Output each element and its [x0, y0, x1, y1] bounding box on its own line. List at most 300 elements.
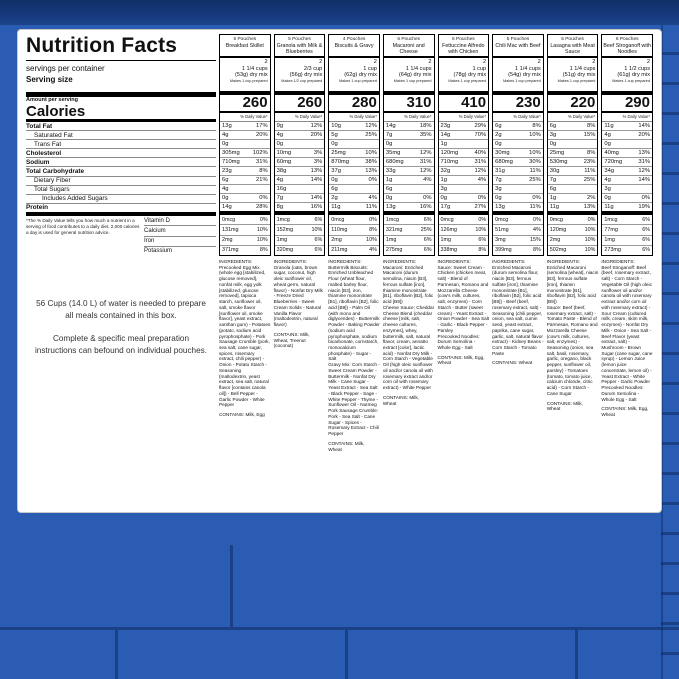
nutrient-row [275, 203, 325, 211]
daily-value: 14% [310, 195, 323, 202]
nutrient-row [275, 158, 325, 167]
amount: 13g [495, 204, 505, 211]
daily-value: 4% [532, 226, 541, 233]
label-title: Nutrition Facts [26, 34, 216, 61]
daily-value: 20% [310, 131, 323, 138]
ingredients-text: Sauce: Sweet Cream - Chicken (chicken meat, salt) - Blend of Parmesan, Romano and Mozzarella Cheese (cow's milk, cultures, salt, enzymes) - Corn Starch - Butter (sweet cream) - Yeast Extract - Onion Powder - Sea Salt - Garlic - Black Pepper - Parsley Precooked Noodles: Durum Semolina - Whole Egg - Salt [437, 264, 490, 351]
product-facts-box [492, 34, 544, 256]
amount: 51mg [495, 226, 509, 233]
amount: 1g [440, 177, 447, 184]
divider-bar [384, 56, 434, 58]
daily-value: 8% [532, 247, 541, 254]
ingredients-block [219, 259, 271, 418]
amount: 0mcg [440, 216, 454, 223]
serving-size-value: 1 cup [363, 65, 377, 72]
vitamin-row [548, 215, 598, 225]
amount: 0mcg [222, 216, 236, 223]
serving-size-value: 1 cup [472, 65, 487, 72]
amount: 3g [549, 131, 557, 138]
vitamin-row [602, 246, 652, 255]
amount: 2mg [222, 237, 233, 244]
amount: 5g [331, 131, 338, 138]
daily-value: 10% [584, 226, 596, 233]
daily-value: 0% [478, 216, 487, 223]
divider-bar [329, 56, 379, 58]
nutrient-value-rows [602, 121, 652, 212]
ingredients-text: Macaroni: Enriched Macaroni (durum semolina, niacin [B3], ferrous sulfate [iron], thiamine mononitrate [B1], riboflavin [B2], folic acid [B9]) Cheese Sauce: Cheddar Cheese Blend (cheddar cheese [milk, salt, cheese cultures, enzymes], whey, buttermilk, salt, natural flavor, cream, annatto extract [color], lactic acid) - Nonfat Dry Milk - Corn Starch - Vegetable Oil (high oleic sunflower oil and/or canola oil with rosemary extract and/or corn oil with rosemary extract) - White Pepper [382, 264, 435, 391]
vitamin-row [439, 225, 489, 235]
daily-value-header: % Daily Value* [548, 111, 598, 119]
calories-value: 280 [351, 93, 377, 111]
ingredients-heading: INGREDIENTS: [328, 259, 362, 264]
servings-count: 2 [483, 59, 487, 66]
product-name: Lasagna with Meat Sauce [550, 43, 595, 56]
daily-value: 15% [529, 237, 541, 244]
prepared-note: Makes 1 cup prepared [393, 78, 432, 83]
vitamin-row [329, 236, 379, 246]
ingredients-heading: INGREDIENTS: [273, 259, 307, 264]
amount: 120mg [549, 226, 567, 233]
nutrient-row [548, 140, 598, 149]
daily-value: 14% [638, 122, 650, 129]
daily-value: 4% [369, 247, 377, 254]
dry-mix-weight: (51g) dry mix [562, 72, 596, 79]
pouch-count: 5 Pouches [288, 37, 311, 42]
vitamin-row [439, 215, 489, 225]
ingredients-block [601, 259, 653, 418]
ingredients-heading: INGREDIENTS: [601, 259, 635, 264]
vitamin-row [220, 215, 270, 225]
nutrient-row [548, 149, 598, 158]
amount: 1mcg [385, 216, 400, 223]
calories-value: 220 [570, 93, 596, 111]
amount: 0mcg [331, 216, 345, 223]
daily-value: 17% [256, 122, 268, 129]
serving-info [329, 59, 379, 91]
daily-value: 23% [583, 158, 596, 165]
nutrient-row [602, 122, 652, 131]
amount: 0g [440, 195, 447, 202]
daily-value: 10% [366, 237, 377, 244]
nutrient-row [329, 176, 379, 185]
nutrient-label-dietary-fiber: Dietary Fiber [26, 177, 216, 186]
daily-value: 31% [419, 158, 432, 165]
dry-mix-weight: (62g) dry mix [344, 72, 377, 79]
amount: 6g [222, 177, 229, 184]
amount: 3g [604, 186, 611, 193]
amount: 6g [385, 186, 393, 193]
amount: 3g [495, 186, 502, 193]
nutrient-row [548, 167, 598, 176]
nutrient-row [548, 158, 598, 167]
daily-value: 35% [419, 131, 432, 138]
box-brick-joint [230, 545, 233, 627]
daily-value: 12% [419, 149, 432, 156]
allergen-statement: CONTAINS: Milk, Egg, Wheat [601, 406, 649, 418]
amount: 35mg [385, 149, 401, 156]
daily-value-header: % Daily Value* [602, 111, 652, 119]
vitamin-row [548, 236, 598, 246]
amount: 3g [440, 186, 447, 193]
nutrient-row [602, 140, 652, 149]
amount: 3mg [495, 237, 506, 244]
product-facts-box [274, 34, 326, 256]
ingredients-text: Enriched Macaroni (semolina [wheat], niacin [B3], ferrous sulfate [iron], thiamin mononitrate [B1], riboflavin [B2], folic acid [B9]) Sauce: Beef (beef, rosemary extract, salt) - Tomato Paste - Blend of Parmesan, Romano and Mozzarella Cheese (cow's milk, cultures, salt, enzymes) - Seasoning (onion, sea salt, basil, rosemary, garlic, oregano, black pepper, sunflower oil, parsley) - Tomatoes (tomato, tomato juice, calcium chloride, citric acid) - Corn Starch - Cane Sugar [546, 264, 599, 396]
daily-value: 8% [369, 226, 377, 233]
daily-value: 8% [259, 167, 268, 174]
allergen-statement: CONTAINS: Milk, Wheat [328, 440, 365, 452]
nutrient-row [493, 131, 543, 140]
nutrient-value-rows [220, 121, 270, 212]
nutrient-label-trans-fat: Trans Fat [26, 140, 216, 149]
ingredients-block [274, 259, 326, 349]
daily-value: 25% [420, 226, 432, 233]
daily-value: 4% [477, 177, 487, 184]
nutrient-row [439, 176, 489, 185]
vitamin-row [329, 246, 379, 255]
daily-value: 6% [423, 216, 432, 223]
vitamin-row [329, 225, 379, 235]
amount: 273mg [604, 247, 621, 254]
amount: 338mg [440, 247, 457, 254]
dry-mix-weight: (56g) dry mix [289, 72, 323, 79]
nutrient-row [439, 131, 489, 140]
prepared-note: Makes 1 cup prepared [339, 78, 377, 83]
daily-value: 30% [529, 158, 541, 165]
nutrient-label-total-sugars: Total Sugars [26, 186, 216, 195]
product-header [602, 35, 652, 91]
amount: 710mg [440, 158, 459, 165]
amount: 17g [440, 204, 451, 211]
amount: 275mg [385, 247, 403, 254]
ingredients-text: Buttermilk Biscuits: Enriched Unbleached Flour (wheat flour, malted barley flour, niacin [B3], iron, thiamine mononitrate [B1], riboflavin [B2], folic acid [B9]) - Palm Oil (with mono and diglycerides) - Buttermilk Powder - Baking Powder (sodium acid pyrophosphate, sodium bicarbonate, cornstarch, monocalcium phosphate) - Sugar - Salt Gravy Mix: Corn Starch - Sweet Cream Powder - Buttermilk - Nonfat Dry Milk - Cane Sugar - Yeast Extract - Sea Salt - Black Pepper - Sage - White Pepper - Thyme - Sunflower Oil - Nutmeg Pork Sausage Crumble: Pork - Sea Salt - Cane Sugar - Spices - Rosemary Extract - Chili Pepper [328, 264, 380, 437]
amount: 371mg [222, 247, 239, 254]
nutrient-row [329, 194, 379, 203]
amount: 0g [495, 195, 502, 202]
daily-value: 12% [310, 122, 323, 129]
daily-value: 0% [369, 216, 377, 223]
product-name: Beef Stroganoff with Noodles [603, 43, 651, 56]
daily-value: 0% [423, 195, 432, 202]
nutrient-row [439, 185, 489, 194]
amount: 4g [276, 177, 284, 184]
amount: 6g [495, 122, 502, 129]
box-brick-texture-right [661, 25, 679, 679]
daily-value: 14% [310, 177, 323, 184]
daily-value: 0% [259, 195, 268, 202]
daily-value: 70% [474, 131, 487, 138]
amount: 680mg [385, 158, 404, 165]
amount: 2g [495, 131, 502, 138]
serving-size-value: 2/3 cup [303, 65, 323, 72]
vitamin-row [384, 236, 434, 246]
vitamin-row [220, 236, 270, 246]
amount: 7g [549, 177, 557, 184]
water-amount-text: 56 Cups (14.0 L) of water is needed to prepare all meals contained in this box. [36, 299, 206, 320]
box-brick-joint [345, 630, 348, 679]
product-header [329, 35, 379, 91]
calories-block [602, 91, 652, 121]
amount: 502mg [549, 247, 567, 254]
nutrient-row [602, 203, 652, 211]
daily-value: 40% [474, 149, 487, 156]
amount: 30g [549, 167, 560, 174]
dry-mix-weight: (54g) dry mix [508, 72, 541, 79]
amount: 60mg [276, 158, 292, 165]
daily-value: 10% [529, 131, 541, 138]
amount: 1mcg [276, 216, 290, 223]
product-column [601, 34, 653, 508]
box-brick-joint [575, 630, 578, 679]
servings-count: 2 [373, 59, 377, 65]
product-header [275, 35, 325, 91]
amount: 31g [495, 167, 505, 174]
amount: 10g [331, 122, 341, 129]
nutrient-row [602, 158, 652, 167]
daily-value: 16% [310, 204, 323, 211]
amount: 13g [222, 122, 232, 129]
daily-value: 20% [638, 131, 650, 138]
daily-value: 12% [474, 167, 487, 174]
vitamin-row [548, 246, 598, 255]
nutrient-label-added-sugars: Includes Added Sugars [26, 195, 216, 204]
daily-value: 6% [314, 237, 323, 244]
daily-value: 11% [529, 204, 541, 211]
product-column [547, 34, 599, 508]
amount: 14g [385, 122, 396, 129]
daily-value: 18% [419, 122, 432, 129]
nutrient-row [220, 122, 270, 131]
amount: 25mg [331, 149, 346, 156]
amount: 870mg [331, 158, 349, 165]
nutrient-value-rows [275, 121, 325, 212]
daily-value: 14% [638, 177, 650, 184]
nutrient-row [329, 203, 379, 211]
daily-value: 31% [474, 158, 487, 165]
daily-value-header: % Daily Value* [493, 111, 543, 119]
amount: 34g [604, 167, 615, 174]
product-facts-box [547, 34, 599, 256]
nutrient-value-rows [384, 121, 434, 212]
calories-value: 260 [242, 93, 268, 111]
nutrient-label-total-carbohydrate: Total Carbohydrate [26, 167, 216, 176]
amount: 2mg [549, 237, 561, 244]
vitamin-label-calcium: Calcium [144, 226, 216, 236]
daily-value: 20% [256, 131, 268, 138]
amount: 2g [331, 195, 338, 202]
serving-info [384, 59, 434, 91]
amount: 1mcg [604, 216, 618, 223]
daily-value: 8% [259, 247, 268, 254]
amount: 720mg [604, 158, 623, 165]
nutrient-row [439, 203, 489, 211]
vitamin-row [275, 236, 325, 246]
product-column [383, 34, 435, 508]
amount: 6g [549, 122, 557, 129]
preparation-note-area [26, 256, 216, 508]
amount: 2mg [331, 237, 342, 244]
calories-block [275, 91, 325, 121]
product-header [384, 35, 434, 91]
nutrient-row [493, 194, 543, 203]
amount: 710mg [222, 158, 240, 165]
product-header [548, 35, 598, 91]
amount: 11g [604, 122, 614, 129]
amount: 1g [385, 177, 393, 184]
nutrient-row [329, 167, 379, 176]
daily-value: 13% [365, 167, 377, 174]
daily-value: 28% [256, 204, 268, 211]
prepared-note: Makes 1 cup prepared [448, 78, 487, 83]
product-column [328, 34, 380, 508]
daily-value: 6% [314, 247, 323, 254]
daily-value: 11% [529, 167, 541, 174]
daily-value: 12% [419, 167, 432, 174]
divider-bar [439, 56, 489, 58]
amount: 1mg [385, 237, 397, 244]
nutrient-row [493, 140, 543, 149]
vitamin-value-rows [602, 211, 652, 255]
daily-value: 29% [474, 122, 487, 129]
nutrient-row [548, 203, 598, 211]
daily-value: 6% [642, 237, 650, 244]
servings-count: 2 [428, 59, 432, 66]
daily-value-header: % Daily Value* [439, 111, 489, 119]
amount: 4g [222, 131, 229, 138]
daily-value: 38% [365, 158, 377, 165]
calories-value: 260 [297, 93, 323, 111]
ingredients-block [438, 259, 490, 366]
daily-value: 0% [532, 216, 541, 223]
nutrient-row [220, 149, 270, 158]
daily-value: 15% [583, 131, 596, 138]
vitamin-value-rows [548, 211, 598, 255]
nutrient-row [384, 167, 434, 176]
nutrient-row [384, 203, 434, 211]
amount: 30mg [495, 149, 510, 156]
allergen-statement: CONTAINS: Milk, Egg [219, 412, 265, 418]
nutrient-row [602, 194, 652, 203]
amount: 120mg [440, 149, 459, 156]
product-facts-box [219, 34, 271, 256]
daily-value-header: % Daily Value* [275, 111, 325, 119]
nutrient-row [329, 158, 379, 167]
vitamin-row [602, 215, 652, 225]
amount: 14g [222, 204, 232, 211]
amount: 211mg [331, 247, 348, 254]
daily-value: 6% [642, 226, 650, 233]
nutrient-row [602, 131, 652, 140]
divider-bar [220, 56, 270, 58]
nutrient-row [329, 122, 379, 131]
amount: 16g [276, 186, 287, 193]
amount: 33g [385, 167, 396, 174]
daily-value: 0% [587, 216, 596, 223]
nutrient-label-saturated-fat: Saturated Fat [26, 131, 216, 140]
daily-value: 12% [365, 122, 377, 129]
dry-mix-weight: (78g) dry mix [453, 72, 487, 79]
vitamin-row [439, 236, 489, 246]
nutrient-row [220, 131, 270, 140]
dry-mix-weight: (61g) dry mix [617, 72, 650, 79]
daily-value: 6% [478, 237, 487, 244]
nutrient-row [220, 140, 270, 149]
vitamin-row [602, 225, 652, 235]
amount: 0g [331, 140, 338, 147]
daily-value: 13% [583, 204, 596, 211]
product-header [439, 35, 489, 91]
amount: 1g [549, 195, 557, 202]
nutrient-row [493, 149, 543, 158]
amount: 1mg [604, 237, 615, 244]
nutrient-row [384, 149, 434, 158]
serving-size-value: 1 1/4 cups [514, 65, 541, 72]
product-facts-box [601, 34, 653, 256]
nutrient-row [275, 149, 325, 158]
amount: 126mg [440, 226, 457, 233]
ingredients-block [383, 259, 435, 406]
daily-value-header: % Daily Value* [384, 111, 434, 119]
serving-size-value: 1 1/2 cups [624, 65, 650, 72]
nutrient-row [329, 149, 379, 158]
serving-info [602, 59, 652, 91]
amount: 530mg [549, 158, 568, 165]
nutrient-value-rows [329, 121, 379, 212]
ingredients-text: Precooked Egg Mix (whole egg [stabilized, glucose removed], nonfat milk, egg yolk [stabilized, glucose removed], tapioca starch, sunflower oil, salt, smoke flavor [sunflower oil, smoke flavor], yeast extract, xanthan gum) - Potatoes (potato, sodium acid pyrophosphate) - Pork Sausage Crumble (pork, sea salt, cane sugar, spices, rosemary extract, chili pepper) - Onion - Potato Starch - Seasoning (maltodextrin, yeast extract, sea salt, natural flavor [contains canola oil]) - Bell Pepper - Garlic Powder - White Pepper [219, 264, 271, 408]
daily-value: 0% [259, 216, 268, 223]
amount: 0g [222, 195, 229, 202]
amount: 77mg [604, 226, 618, 233]
amount: 38g [276, 167, 287, 174]
vitamin-row [329, 215, 379, 225]
amount: 11g [549, 204, 559, 211]
daily-value: 4% [423, 177, 432, 184]
product-name: Macaroni and Cheese [392, 43, 425, 56]
footnote-and-vitamin-names [26, 212, 216, 256]
daily-value: 31% [256, 158, 268, 165]
amount: 1g [440, 140, 447, 147]
nutrient-row [548, 176, 598, 185]
vitamin-label-vitamin-d: Vitamin D [144, 216, 216, 226]
nutrient-row [275, 131, 325, 140]
daily-value: 6% [314, 216, 323, 223]
nutrient-row [220, 158, 270, 167]
daily-value: 11% [365, 204, 377, 211]
nutrient-name-rows [26, 122, 216, 212]
daily-value: 10% [311, 226, 323, 233]
serving-info [548, 59, 598, 91]
amount: 680mg [495, 158, 513, 165]
daily-value: 6% [642, 216, 650, 223]
nutrient-row [275, 185, 325, 194]
vitamin-row [220, 225, 270, 235]
nutrient-row [602, 167, 652, 176]
allergen-statement: CONTAINS: Milk, Wheat, Treenut (coconut) [273, 331, 310, 349]
amount: 11g [604, 204, 614, 211]
daily-value: 12% [638, 167, 650, 174]
calories-value: 230 [515, 93, 541, 111]
calories-block [548, 91, 598, 121]
nutrient-row [439, 140, 489, 149]
vitamin-row [275, 215, 325, 225]
servings-count: 2 [264, 59, 268, 65]
dry-mix-weight: (64g) dry mix [398, 72, 432, 79]
amount: 0g [385, 195, 393, 202]
ingredients-text: Beef Stroganoff: Beef (beef, rosemary extract, salt) - Corn Starch - Vegetable Oil (high oleic sunflower oil and/or canola oil with rosemary extract and/or corn oil with rosemary extract) - Sour Cream (cultured milk, cream, skim milk, enzymes) - Nonfat Dry Milk - Onion - Sea Salt - Beef Flavor (yeast extract, salt) - Mushroom - Brown Sugar (cane sugar, cane syrup) - Lemon Juice (lemon juice concentrate, lemon oil) - Yeast Extract - White Pepper - Garlic Powder Precooked Noodles: Durum Semolina - Whole Egg - Salt [601, 264, 653, 402]
divider-bar [548, 56, 598, 58]
prepared-note: Makes 1 cup prepared [557, 78, 596, 83]
vitamin-row [602, 236, 652, 246]
